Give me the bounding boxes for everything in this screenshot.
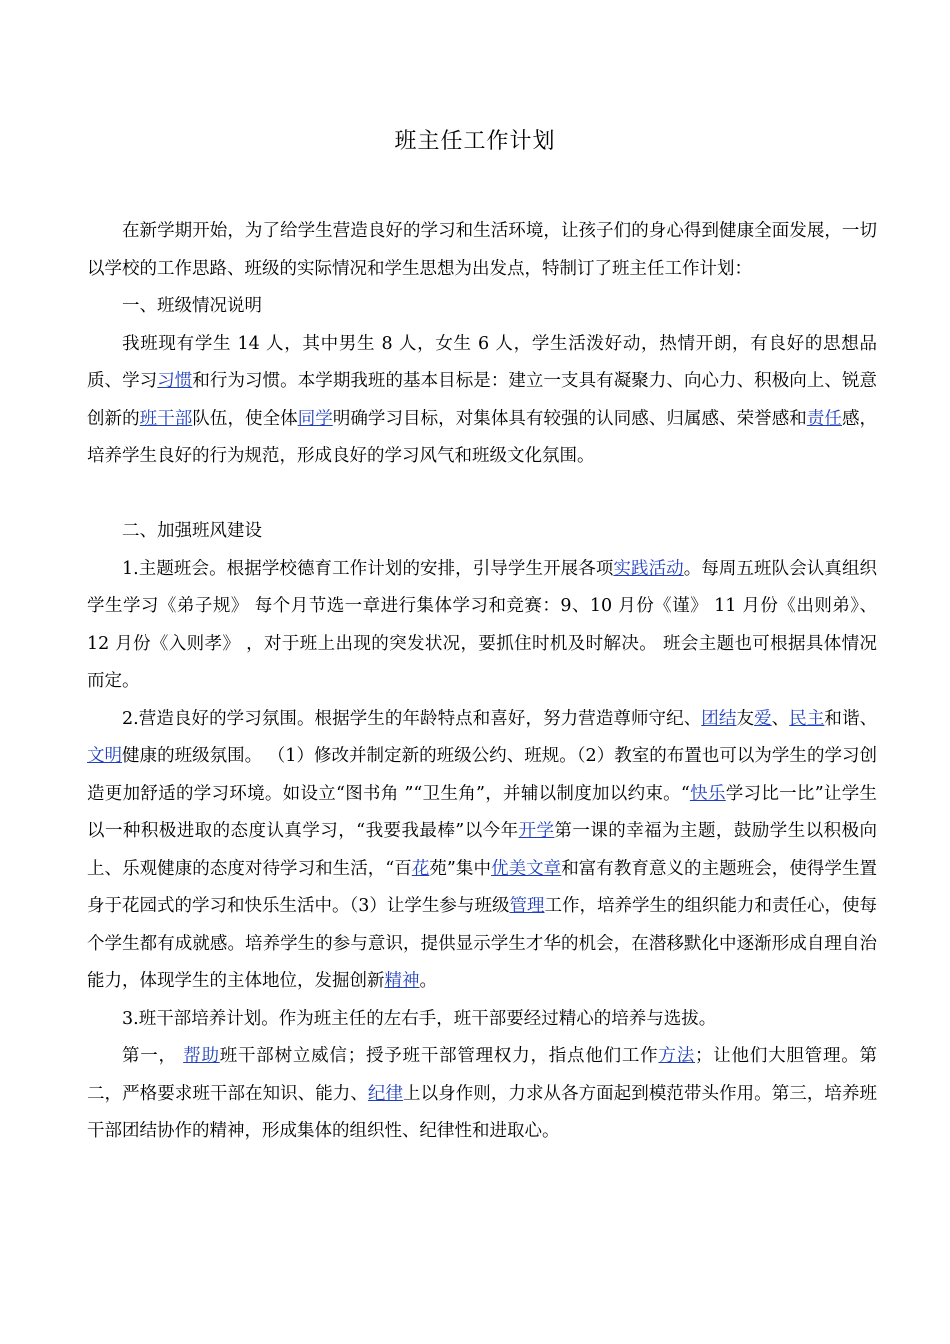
text-run: 队伍，使全体 xyxy=(192,408,298,429)
text-run: 学习比一比”让学生以一种积极进取的态度认真学习，“我要我最棒”以今年 xyxy=(87,783,878,841)
keyword-link[interactable]: 习惯 xyxy=(157,371,193,391)
keyword-link[interactable]: 精神 xyxy=(384,971,420,991)
keyword-link[interactable]: 花 xyxy=(411,858,430,879)
keyword-link[interactable]: 管理 xyxy=(509,896,545,916)
text-run: 、 xyxy=(771,708,790,729)
paragraph xyxy=(87,701,877,1001)
keyword-link[interactable]: 班干部 xyxy=(139,408,193,429)
keyword-link[interactable]: 爱 xyxy=(754,708,772,729)
paragraph xyxy=(87,213,877,288)
keyword-link[interactable]: 民主 xyxy=(789,708,825,729)
paragraph xyxy=(87,1001,877,1039)
text-run: 。 xyxy=(419,971,437,991)
text-run: 健康的班级氛围。 （1）修改并制定新的班级公约、班规。（2）教室的布置也可以为学生的学习创造更加舒适的学习环境。如设立“图书角 ”“卫生角”，并辅以制度加以约束。“ xyxy=(87,746,878,804)
text-run: 我班现有学生 14 人，其中男生 8 人，女生 6 人，学生活泼好动，热情开朗，有良好的思想品质、学习 xyxy=(87,333,877,391)
page-title: 班主任工作计划 xyxy=(394,129,556,154)
text-run: 和谐、 xyxy=(824,708,878,729)
paragraph xyxy=(87,1038,877,1151)
text-run: 第一课的幸福为主题，鼓励学生以积极向上、乐观健康的态度对待学习和生活，“百 xyxy=(87,821,877,879)
keyword-link[interactable]: 文明 xyxy=(87,746,123,766)
blank-line xyxy=(87,476,877,514)
keyword-link[interactable]: 快乐 xyxy=(689,783,726,804)
text-run: ；让他们大胆管理。第二，严格要求班干部在知识、能力、 xyxy=(87,1046,878,1104)
text-run: 二、加强班风建设 xyxy=(122,521,262,541)
text-run: 在新学期开始，为了给学生营造良好的学习和生活环境，让孩子们的身心得到健康全面发展，一切以学校的工作思路、班级的实际情况和学生思想为出发点，特制订了班主任工作计划： xyxy=(87,221,877,279)
paragraph xyxy=(87,288,877,326)
text-run: 1.主题班会。根据学校德育工作计划的安排，引导学生开展各项 xyxy=(122,558,614,579)
text-run: 一、班级情况说明 xyxy=(122,296,262,316)
paragraph xyxy=(87,551,877,701)
keyword-link[interactable]: 方法 xyxy=(658,1046,695,1066)
keyword-link[interactable]: 开学 xyxy=(518,821,555,841)
text-run: 。每周五班队会认真组织学生学习《弟子规》 每个月节选一章进行集体学习和竞赛：9、10 月份《谨》 11 月份《出则弟》、12 月份《入则孝》 ，对于班上出现的突发状况，要抓住时机及时解决。 班会主题也可根据具体情况而定。 xyxy=(87,558,878,691)
keyword-link[interactable]: 帮助 xyxy=(183,1046,220,1066)
text-run: 班干部树立威信；授予班干部管理权力，指点他们工作 xyxy=(219,1046,659,1066)
keyword-link[interactable]: 实践活动 xyxy=(613,558,684,579)
text-run: 3.班干部培养计划。作为班主任的左右手，班干部要经过精心的培养与选拔。 xyxy=(122,1008,717,1029)
text-run: 友 xyxy=(736,708,755,729)
text-run: 感，培养学生良好的行为规范，形成良好的学习风气和班级文化氛围。 xyxy=(87,408,878,466)
paragraph xyxy=(87,326,877,476)
text-run: 上以身作则，力求从各方面起到模范带头作用。第三，培养班干部团结协作的精神，形成集体的组织性、纪律性和进取心。 xyxy=(87,1083,878,1141)
text-run: 明确学习目标，对集体具有较强的认同感、归属感、荣誉感和 xyxy=(332,408,807,429)
keyword-link[interactable]: 同学 xyxy=(297,408,333,429)
text-run: 和行为习惯。本学期我班的基本目标是：建立一支具有凝聚力、向心力、积极向上、锐意创新的 xyxy=(87,371,878,429)
text-run: 和富有教育意义的主题班会，使得学生置身于花园式的学习和快乐生活中。（3）让学生参与班级 xyxy=(87,858,878,916)
document-body xyxy=(87,213,877,1151)
paragraph xyxy=(87,513,877,551)
keyword-link[interactable]: 团结 xyxy=(701,708,737,729)
keyword-link[interactable]: 纪律 xyxy=(367,1083,404,1104)
text-run: 工作，培养学生的组织能力和责任心，使每个学生都有成就感。培养学生的参与意识，提供显示学生才华的机会，在潜移默化中逐渐形成自理自治能力，体现学生的主体地位，发掘创新 xyxy=(87,896,878,991)
keyword-link[interactable]: 优美文章 xyxy=(491,858,562,879)
text-run: 第一， xyxy=(122,1046,184,1066)
text-run: 2.营造良好的学习氛围。根据学生的年龄特点和喜好，努力营造尊师守纪、 xyxy=(122,708,702,729)
keyword-link[interactable]: 责任 xyxy=(806,408,842,429)
text-run: 苑”集中 xyxy=(429,858,492,879)
